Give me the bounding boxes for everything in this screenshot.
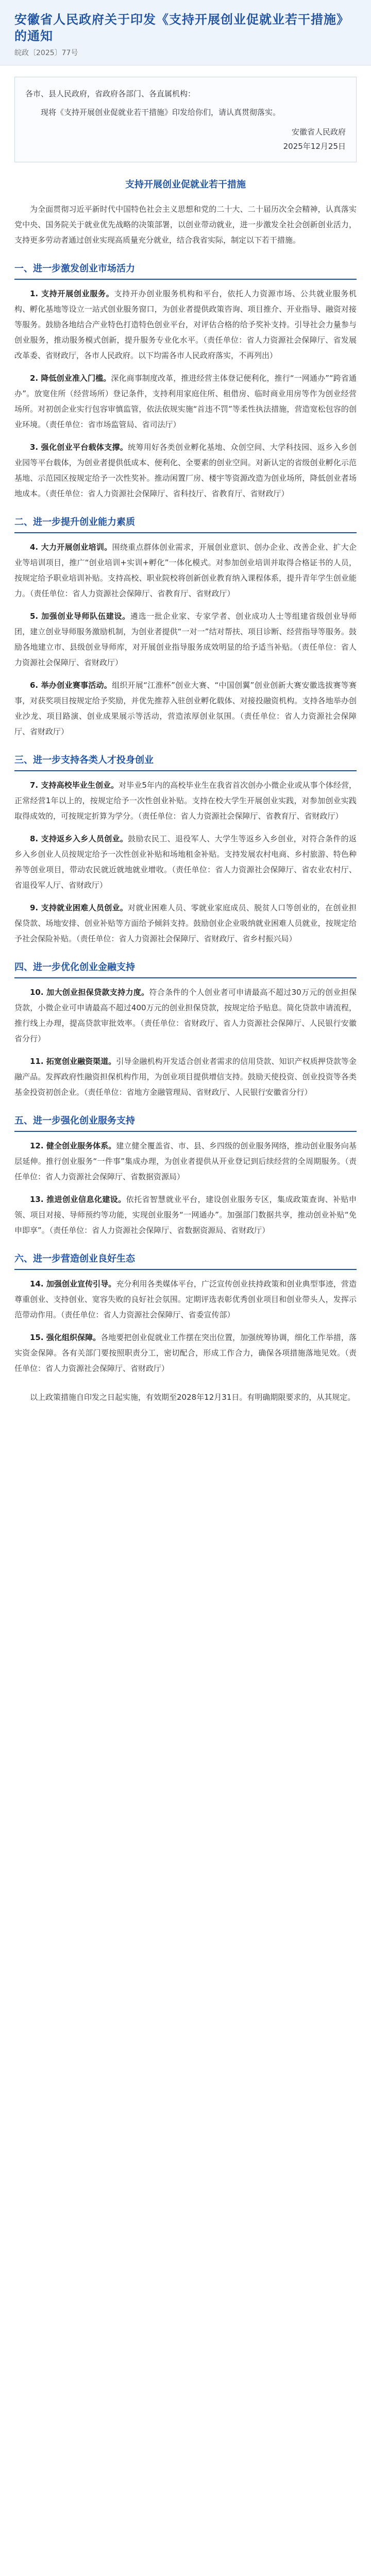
measure-paragraph [14,1192,357,1238]
measure-lead: 14. 加强创业宣传引导。 [30,1279,116,1289]
measure-lead: 6. 举办创业赛事活动。 [30,681,112,690]
document-header [0,0,371,65]
measure-lead: 5. 加强创业导师队伍建设。 [30,612,130,621]
measure-text: 统筹用好各类创业孵化基地、众创空间、大学科技园、返乡入乡创业园等平台载体，为创业者提供低成本、便利化、全要素的创业空间。对新认定的省级创业孵化示范基地、示范园区按规定给予一次性奖补。推动闲置厂房、楼宇等资源改造为创业场所，降低创业者场地成本。（责任单位：省人力资源社会保障厅、省科技厅、省教育厅、省财政厅） [14,443,357,498]
section-2 [14,515,357,739]
measure-paragraph [14,439,357,501]
measure-lead: 8. 支持返乡入乡人员创业。 [30,834,128,843]
notice-box [14,77,357,162]
section-3 [14,753,357,946]
notice-date: 2025年12月25日 [283,142,346,151]
section-heading: 六、进一步营造创业良好生态 [14,1251,357,1270]
measure-lead: 11. 拓宽创业融资渠道。 [30,1057,116,1066]
measure-paragraph [14,286,357,363]
measure-paragraph [14,370,357,432]
section-heading: 五、进一步强化创业服务支持 [14,1113,357,1132]
measure-text: 充分利用各类媒体平台，广泛宣传创业扶持政策和创业典型事迹，营造尊重创业、支持创业、宽容失败的良好社会氛围。定期评选表彰优秀创业项目和创业带头人，发挥示范带动作用。（责任单位：省人力资源社会保障厅、省委宣传部） [14,1279,357,1319]
section-1 [14,261,357,501]
measure-paragraph [14,900,357,946]
measure-lead: 12. 健全创业服务体系。 [30,1141,116,1150]
measure-paragraph [14,831,357,893]
measure-paragraph [14,539,357,601]
measure-paragraph [14,1054,357,1100]
notice-signature: 安徽省人民政府 [291,127,346,137]
measure-paragraph [14,608,357,670]
measure-text: 深化商事制度改革，推进经营主体登记便利化，推行“一网通办”“跨省通办”。放宽住所（经营场所）登记条件，支持利用家庭住所、租借房、临时商业用房等作为创业经营场所。对初创企业实行包容审慎监管，依法依规实施“首违不罚”等柔性执法措施，营造宽松包容的创业环境。（责任单位：省市场监管局、省司法厅） [14,374,357,429]
measure-lead: 15. 强化组织保障。 [30,1333,101,1342]
measure-paragraph [14,777,357,824]
notice-recipients: 各市、县人民政府，省政府各部门、各直属机构： [25,89,196,98]
measure-paragraph [14,1138,357,1184]
document-title: 安徽省人民政府关于印发《支持开展创业促就业若干措施》的通知 [14,12,349,43]
measure-lead: 9. 支持就业困难人员创业。 [30,903,128,912]
measure-paragraph [14,1330,357,1376]
section-heading: 三、进一步支持各类人才投身创业 [14,753,357,771]
section-5 [14,1113,357,1238]
closing-statement: 以上政策措施自印发之日起实施，有效期至2028年12月31日。有明确期限要求的，从其规定。 [30,1393,356,1402]
measure-lead: 2. 降低创业准入门槛。 [30,374,111,383]
measure-text: 组织开展“江淮杯”创业大赛、“中国创翼”创业创新大赛安徽选拔赛等赛事，对获奖项目按规定给予奖励，并优先推荐入驻创业孵化载体、对接投融资机构。支持各地举办创业沙龙、项目路演、创业成果展示等活动，营造浓厚创业氛围。（责任单位：省人力资源社会保障厅、省财政厅） [14,681,357,736]
measure-lead: 3. 强化创业平台载体支撑。 [30,443,128,452]
measure-text: 遴选一批企业家、专家学者、创业成功人士等组建省级创业导师团，建立创业导师服务激励机制，为创业者提供“一对一”结对帮扶、项目诊断、经营指导等服务。鼓励各地建立市、县级创业导师库，对开展创业指导服务成效明显的给予适当补贴。（责任单位：省人力资源社会保障厅、省财政厅） [14,612,357,667]
section-heading: 二、进一步提升创业能力素质 [14,515,357,533]
measure-lead: 13. 推进创业信息化建设。 [30,1195,126,1204]
section-4 [14,960,357,1100]
document-number: 皖政〔2025〕77号 [14,49,78,57]
measure-text: 建立健全覆盖省、市、县、乡四级的创业服务网络，推动创业服务向基层延伸。推行创业服务“一件事”集成办理，为创业者提供从开业登记到后续经营的全周期服务。（责任单位：省人力资源社会保障厅、省数据资源局） [14,1141,357,1181]
measure-lead: 10. 加大创业担保贷款支持力度。 [30,988,149,997]
section-heading: 四、进一步优化创业金融支持 [14,960,357,978]
measure-text: 依托省智慧就业平台，建设创业服务专区，集成政策查询、补贴申领、项目对接、导师预约等功能，实现创业服务“一网通办”。加强部门数据共享，推动创业补贴“免申即享”。（责任单位：省人力资源社会保障厅、省数据资源局、省财政厅） [14,1195,357,1235]
measure-text: 对毕业5年内的高校毕业生在我省首次创办小微企业或从事个体经营，正常经营1年以上的，按规定给予一次性创业补贴。支持在校大学生开展创业实践，对参加创业实践取得成效的，可按规定折算为学分。（责任单位：省人力资源社会保障厅、省教育厅、省财政厅） [14,781,357,821]
section-6 [14,1251,357,1376]
section-heading: 一、进一步激发创业市场活力 [14,261,357,280]
intro-paragraph: 为全面贯彻习近平新时代中国特色社会主义思想和党的二十大、二十届历次全会精神，认真落实党中央、国务院关于就业优先战略的决策部署，以创业带动就业，进一步激发全社会创新创业活力，支持更多劳动者通过创业实现高质量充分就业，结合我省实际，制定以下若干措施。 [14,205,357,245]
measure-text: 对就业困难人员、零就业家庭成员、脱贫人口等创业的，在创业担保贷款、场地安排、创业补贴等方面给予倾斜支持。鼓励创业企业吸纳就业困难人员就业，按规定给予社会保险补贴。（责任单位：省人力资源社会保障厅、省财政厅、省乡村振兴局） [14,903,357,943]
measure-lead: 4. 大力开展创业培训。 [30,543,112,552]
measure-text: 引导金融机构开发适合创业者需求的信用贷款、知识产权质押贷款等金融产品。发挥政府性融资担保机构作用，为创业项目提供增信支持。鼓励天使投资、创业投资等各类基金投资初创企业。（责任单位：省地方金融管理局、省财政厅、人民银行安徽省分行） [14,1057,357,1097]
measure-text: 鼓励农民工、退役军人、大学生等返乡入乡创业，对符合条件的返乡入乡创业人员按规定给予一次性创业补贴和场地租金补贴。支持发展农村电商、乡村旅游、特色种养等创业项目，带动农民就近就地就业增收。（责任单位：省人力资源社会保障厅、省农业农村厅、省退役军人厅、省财政厅） [14,834,357,890]
measure-text: 支持开办创业服务机构和平台，依托人力资源市场、公共就业服务机构、孵化基地等设立一站式创业服务窗口，为创业者提供政策咨询、项目推介、开业指导、融资对接等服务。鼓励各地结合产业特色打造特色创业平台，对评估合格的给予奖补支持。引导社会力量参与创业服务，推动服务模式创新，提升服务专业化水平。（责任单位：省人力资源社会保障厅、省发展改革委、省财政厅，各市人民政府。以下均需各市人民政府落实，不再列出） [14,289,357,360]
notice-body: 现将《支持开展创业促就业若干措施》印发给你们，请认真贯彻落实。 [41,108,281,117]
main-title: 支持开展创业促就业若干措施 [125,179,246,190]
measure-lead: 1. 支持开展创业服务。 [30,289,114,298]
measure-text: 符合条件的个人创业者可申请最高不超过30万元的创业担保贷款，小微企业可申请最高不超过400万元的创业担保贷款，按规定给予贴息。简化贷款申请流程，推行线上办理，提高贷款审批效率。（责任单位：省财政厅、省人力资源社会保障厅、人民银行安徽省分行） [14,988,357,1043]
measure-paragraph [14,677,357,739]
measure-text: 围绕重点群体创业需求，开展创业意识、创办企业、改善企业、扩大企业等培训项目，推广“创业培训+实训+孵化”一体化模式。对参加创业培训并取得合格证书的人员，按规定给予职业培训补贴。支持高校、职业院校将创新创业教育纳入课程体系，提升青年学生创业能力。（责任单位：省人力资源社会保障厅、省教育厅、省财政厅） [14,543,357,598]
measure-text: 各地要把创业促就业工作摆在突出位置，加强统筹协调，细化工作举措，落实资金保障。各有关部门要按照职责分工，密切配合，形成工作合力，确保各项措施落地见效。（责任单位：省人力资源社会保障厅、省财政厅） [14,1333,357,1373]
measure-lead: 7. 支持高校毕业生创业。 [30,781,119,790]
measure-paragraph [14,1276,357,1323]
measure-paragraph [14,985,357,1046]
